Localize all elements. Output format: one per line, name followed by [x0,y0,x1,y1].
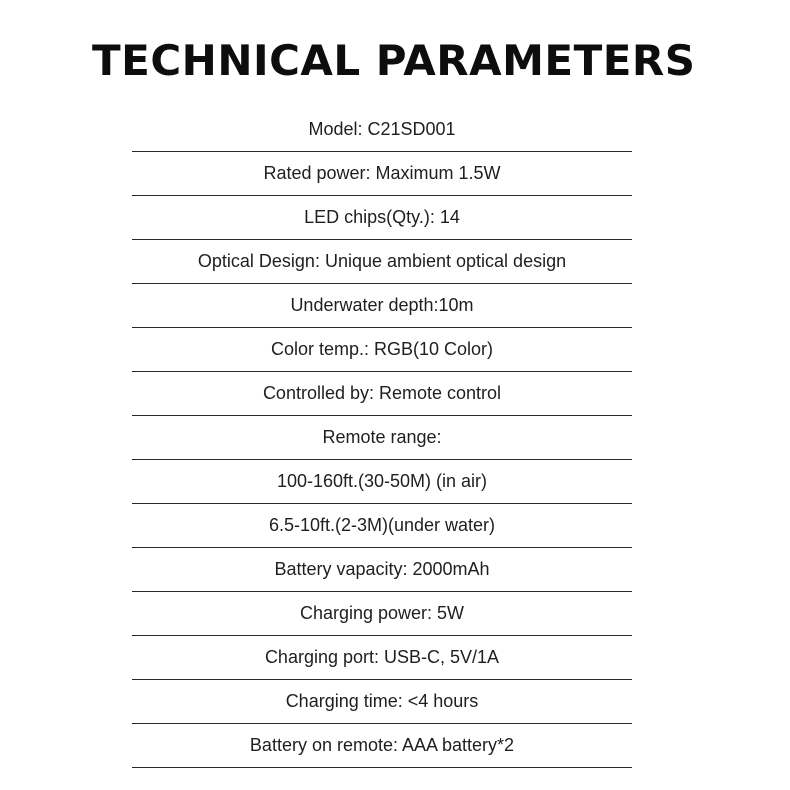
spec-row-underwater-depth [132,284,632,328]
spec-range-air: 100-160ft.(30-50M) (in air) [276,471,488,491]
spec-row-model [132,108,632,152]
spec-row-remote-range [132,416,632,460]
spec-charging-power: Charging power: 5W [299,603,465,623]
spec-controlled-by: Controlled by: Remote control [262,383,502,403]
spec-row-charging-time [132,680,632,724]
spec-range-water: 6.5-10ft.(2-3M)(under water) [268,515,496,535]
spec-charging-port: Charging port: USB-C, 5V/1A [264,647,500,667]
spec-led-chips: LED chips(Qty.): 14 [304,207,460,227]
spec-row-rated-power [132,152,632,196]
spec-charging-time: Charging time: <4 hours [285,691,479,711]
spec-row-battery-capacity [132,548,632,592]
spec-underwater-depth: Underwater depth:10m [290,295,474,315]
spec-rated-power: Rated power: Maximum 1.5W [263,163,501,183]
spec-row-color-temp [132,328,632,372]
spec-model: Model: C21SD001 [308,119,456,139]
spec-remote-range: Remote range: [322,427,442,447]
spec-row-charging-power [132,592,632,636]
spec-row-controlled-by [132,372,632,416]
spec-row-optical-design [132,240,632,284]
spec-row-remote-battery [132,724,632,768]
spec-optical-design: Optical Design: Unique ambient optical design [197,251,567,271]
page-title: TECHNICAL PARAMETERS [92,36,696,85]
spec-row-range-air [132,460,632,504]
spec-row-range-water [132,504,632,548]
spec-remote-battery: Battery on remote: AAA battery*2 [249,735,515,755]
spec-color-temp: Color temp.: RGB(10 Color) [270,339,494,359]
spec-table [132,108,632,768]
spec-row-led-chips [132,196,632,240]
spec-row-charging-port [132,636,632,680]
spec-battery-capacity: Battery vapacity: 2000mAh [274,559,490,579]
